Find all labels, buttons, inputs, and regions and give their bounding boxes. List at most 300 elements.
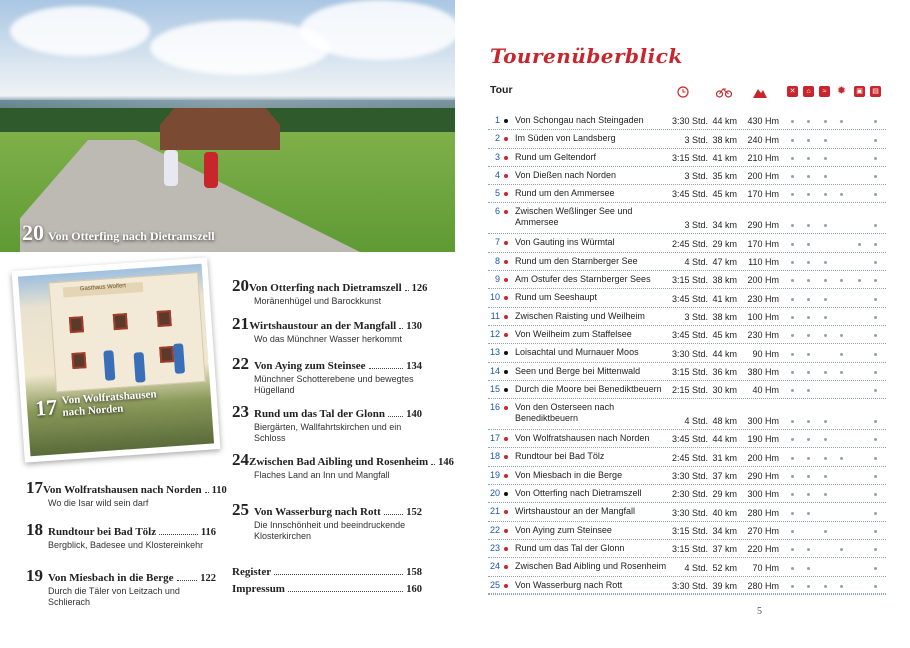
tour-type-dot (504, 278, 508, 282)
tour-elevation: 200 Hm (747, 275, 779, 286)
tour-number: 15 (489, 383, 500, 394)
toc-page: 126 (411, 283, 428, 294)
tour-row[interactable] (488, 149, 886, 167)
tour-elevation: 100 Hm (747, 311, 779, 322)
tour-row[interactable] (488, 381, 886, 399)
tour-row[interactable] (488, 253, 886, 271)
feature-marker (874, 475, 877, 478)
feature-marker (791, 316, 794, 319)
toc-page: 116 (200, 527, 216, 538)
tour-name: Im Süden von Landsberg (515, 133, 616, 144)
tour-time: 3:30 Std. (671, 348, 708, 359)
tour-time: 3 Std. (684, 311, 708, 322)
feature-marker (791, 279, 794, 282)
tour-row[interactable] (488, 430, 886, 448)
toc-subtitle: Durch die Täler von Leitzach und Schlierach (48, 586, 180, 608)
toc-title: Von Otterfing nach Dietramszell (249, 282, 402, 294)
feature-marker (807, 139, 810, 142)
tour-elevation: 280 Hm (747, 580, 779, 591)
feature-marker (807, 243, 810, 246)
feature-marker (824, 475, 827, 478)
tour-time: 3 Std. (684, 220, 708, 231)
feature-marker (791, 298, 794, 301)
tour-row[interactable] (488, 522, 886, 540)
feature-marker (874, 371, 877, 374)
feature-marker (874, 279, 877, 282)
tour-elevation: 70 Hm (752, 562, 779, 573)
tour-time: 3 Std. (684, 134, 708, 145)
tour-elevation: 40 Hm (752, 385, 779, 396)
feature-marker (824, 157, 827, 160)
tour-row[interactable] (488, 308, 886, 326)
tour-name: Rund um den Ammersee (515, 188, 615, 199)
feature-marker (791, 530, 794, 533)
toc-subtitle: Moränenhügel und Barockkunst (254, 296, 382, 306)
tour-type-dot (504, 455, 508, 459)
tour-distance: 37 km (712, 544, 737, 555)
toc-subtitle: Bergblick, Badesee und Klostereinkehr (48, 540, 204, 550)
tour-row[interactable] (488, 326, 886, 344)
tour-type-dot (504, 156, 508, 160)
tour-number: 10 (489, 292, 500, 303)
tour-number: 6 (494, 206, 500, 217)
tour-time: 4 Std. (684, 257, 708, 268)
feature-marker (824, 457, 827, 460)
tour-distance: 34 km (712, 220, 737, 231)
tour-time: 2:45 Std. (671, 238, 708, 249)
tour-elevation: 240 Hm (747, 134, 779, 145)
tour-elevation: 90 Hm (752, 348, 779, 359)
feature-marker (807, 371, 810, 374)
tour-time: 3:15 Std. (671, 366, 708, 377)
feature-marker (791, 261, 794, 264)
tour-row[interactable] (488, 363, 886, 381)
caption-text: Von Wolfratshausen nach Norden (61, 388, 157, 419)
feature-marker (791, 334, 794, 337)
tour-number: 11 (490, 310, 500, 321)
toc-number: 24 (232, 450, 249, 469)
tour-name: Loisachtal und Murnauer Moos (515, 347, 639, 358)
feature-marker (807, 438, 810, 441)
feature-marker (791, 420, 794, 423)
cyclist (204, 152, 218, 188)
tour-number: 25 (489, 579, 500, 590)
caption-number: 20 (22, 220, 44, 245)
tour-row[interactable] (488, 130, 886, 148)
feature-marker (840, 548, 843, 551)
tour-name: Wirtshaustour an der Mangfall (515, 506, 636, 517)
tour-distance: 30 km (712, 385, 737, 396)
toc-page: 146 (438, 457, 454, 468)
feature-marker (791, 438, 794, 441)
tour-elevation: 230 Hm (747, 330, 779, 341)
toc-register[interactable] (232, 566, 422, 578)
feature-marker (807, 567, 810, 570)
tour-row[interactable] (488, 203, 886, 234)
toc-entry[interactable] (232, 402, 422, 445)
tour-time: 3 Std. (684, 171, 708, 182)
feature-marker (807, 193, 810, 196)
feature-marker (791, 585, 794, 588)
page-number: 5 (757, 606, 762, 617)
tour-name: Von Dießen nach Norden (515, 169, 617, 180)
tour-row[interactable] (488, 185, 886, 203)
toc-entry[interactable] (232, 450, 454, 481)
toc-entry[interactable] (26, 520, 216, 551)
tour-name: Zwischen Raisting und Weilheim (515, 310, 645, 321)
feature-marker (824, 279, 827, 282)
tour-distance: 29 km (712, 489, 737, 500)
tour-type-dot (504, 437, 508, 441)
tour-type-dot (504, 260, 508, 264)
toc-entry[interactable] (232, 276, 428, 307)
tour-distance: 41 km (712, 293, 737, 304)
feature-marker (807, 457, 810, 460)
feature-marker (824, 420, 827, 423)
feature-marker (807, 157, 810, 160)
tour-row[interactable] (488, 448, 886, 466)
tour-elevation: 300 Hm (747, 416, 779, 427)
tour-number: 9 (494, 274, 500, 285)
toc-title: Register (232, 566, 272, 578)
feature-marker (874, 389, 877, 392)
tour-time: 3:45 Std. (671, 330, 708, 341)
tour-time: 3:45 Std. (671, 189, 708, 200)
tour-type-dot (504, 119, 508, 123)
feature-marker (791, 548, 794, 551)
toc-entry[interactable] (232, 354, 422, 397)
tour-name: Von Weilheim zum Staffelsee (515, 328, 632, 339)
tour-distance: 45 km (712, 189, 737, 200)
tour-type-dot (504, 406, 508, 410)
feature-marker (874, 548, 877, 551)
toc-page: 110 (211, 485, 227, 496)
feature-marker (874, 512, 877, 515)
feature-marker (874, 316, 877, 319)
tour-distance: 40 km (712, 507, 737, 518)
tour-type-dot (504, 370, 508, 374)
feature-marker (807, 420, 810, 423)
toc-entry[interactable] (26, 478, 227, 509)
tour-number: 2 (494, 133, 500, 144)
tour-number: 1 (494, 115, 500, 125)
photo-caption (22, 220, 215, 246)
feature-marker (807, 298, 810, 301)
feature-marker (807, 493, 810, 496)
feature-marker (840, 279, 843, 282)
clock-icon (677, 86, 689, 98)
tour-distance: 38 km (712, 275, 737, 286)
tour-name: Seen und Berge bei Mittenwald (515, 365, 641, 376)
feature-marker (824, 316, 827, 319)
toc-title: Rundtour bei Bad Tölz (48, 526, 157, 538)
tour-elevation: 280 Hm (747, 507, 779, 518)
feature-marker (874, 298, 877, 301)
tour-name: Zwischen Bad Aibling und Rosenheim (515, 561, 667, 572)
tour-distance: 41 km (712, 152, 737, 163)
tour-number: 12 (489, 328, 500, 339)
tour-type-dot (504, 584, 508, 588)
tour-distance: 29 km (712, 238, 737, 249)
barn (160, 108, 280, 150)
toc-subtitle: Flaches Land an Inn und Mangfall (254, 470, 390, 480)
tour-elevation: 170 Hm (747, 238, 779, 249)
tour-number: 21 (489, 506, 500, 517)
toc-title: Zwischen Bad Aibling und Rosenheim (249, 456, 429, 468)
feature-marker (840, 193, 843, 196)
swim-icon: ≈ (819, 86, 830, 97)
feature-marker (807, 175, 810, 178)
feature-marker (840, 371, 843, 374)
feature-marker (874, 224, 877, 227)
feature-marker (824, 585, 827, 588)
tour-type-dot (504, 492, 508, 496)
tour-time: 3:15 Std. (671, 544, 708, 555)
polaroid-caption (34, 387, 163, 422)
tour-time: 3:30 Std. (671, 580, 708, 591)
tour-name: Von Schongau nach Steingaden (515, 115, 644, 125)
tour-type-dot (504, 474, 508, 478)
tour-distance: 45 km (712, 330, 737, 341)
feature-marker (824, 530, 827, 533)
tour-name: Rundtour bei Bad Tölz (515, 451, 605, 462)
tour-time: 4 Std. (684, 416, 708, 427)
feature-marker (824, 298, 827, 301)
tour-row[interactable] (488, 485, 886, 503)
bike-icon (716, 86, 732, 98)
tour-row[interactable] (488, 344, 886, 362)
tour-time: 3:30 Std. (671, 116, 708, 127)
tour-elevation: 200 Hm (747, 452, 779, 463)
tour-type-dot (504, 192, 508, 196)
feature-marker (840, 457, 843, 460)
feature-marker (824, 261, 827, 264)
tour-number: 23 (489, 542, 500, 553)
tour-row[interactable] (488, 167, 886, 185)
feature-marker (874, 493, 877, 496)
feature-marker (791, 157, 794, 160)
feature-marker (791, 389, 794, 392)
tour-type-dot (504, 315, 508, 319)
feature-marker (807, 353, 810, 356)
tour-row[interactable] (488, 234, 886, 252)
tour-elevation: 380 Hm (747, 366, 779, 377)
feature-marker (874, 175, 877, 178)
tour-elevation: 270 Hm (747, 525, 779, 536)
tour-elevation: 190 Hm (747, 434, 779, 445)
tour-elevation: 200 Hm (747, 171, 779, 182)
feature-marker (791, 457, 794, 460)
tour-elevation: 210 Hm (747, 152, 779, 163)
tour-name: Von Gauting ins Würmtal (515, 237, 615, 248)
tour-row[interactable] (488, 112, 886, 130)
feature-marker (824, 120, 827, 123)
tour-distance: 44 km (712, 116, 737, 127)
feature-marker (840, 334, 843, 337)
tour-number: 3 (494, 151, 500, 162)
tour-number: 22 (489, 524, 500, 535)
tour-number: 16 (489, 402, 500, 413)
tour-distance: 37 km (712, 471, 737, 482)
toc-page: 140 (406, 409, 422, 420)
toc-page: 152 (406, 507, 422, 518)
toc-entry[interactable] (26, 566, 216, 609)
tour-row[interactable] (488, 399, 886, 430)
tour-number: 4 (494, 169, 500, 180)
toc-title: Von Wolfratshausen nach Norden (43, 484, 202, 496)
toc-title: Wirtshaustour an der Mangfall (249, 320, 397, 332)
caption-text: Von Otterfing nach Dietramszell (48, 229, 215, 243)
feature-marker (807, 512, 810, 515)
tour-name: Am Ostufer des Starnberger Sees (515, 274, 651, 285)
toc-title: Von Miesbach in die Berge (48, 572, 174, 584)
tour-type-dot (504, 137, 508, 141)
tour-number: 8 (494, 255, 500, 266)
toc-subtitle: Die Innschönheit und beeindruckende Klosterkirchen (254, 520, 406, 542)
toc-entry[interactable] (232, 314, 422, 345)
feature-marker (791, 475, 794, 478)
tour-row[interactable] (488, 467, 886, 485)
feature-marker (791, 120, 794, 123)
feature-marker (874, 334, 877, 337)
tour-number: 7 (494, 237, 500, 248)
tour-name: Rund um das Tal der Glonn (515, 542, 625, 553)
tour-name: Zwischen Weßlinger See und Ammersee (515, 206, 633, 228)
feature-marker (791, 353, 794, 356)
toc-impressum[interactable] (232, 583, 422, 595)
feature-marker (824, 438, 827, 441)
page-title: Tourenüberblick (490, 44, 683, 68)
toc-subtitle: Wo das Münchner Wasser herkommt (254, 334, 403, 344)
tour-row[interactable] (488, 289, 886, 307)
tour-time: 3:15 Std. (671, 525, 708, 536)
feature-marker (840, 120, 843, 123)
tour-type-dot (504, 241, 508, 245)
restaurant-icon: ✕ (787, 86, 798, 97)
feature-marker (824, 224, 827, 227)
toc-number: 20 (232, 276, 249, 295)
feature-marker (824, 193, 827, 196)
feature-marker (807, 316, 810, 319)
tour-name: Rund um den Starnberger See (515, 255, 638, 266)
toc-subtitle: Biergärten, Wallfahrtskirchen und ein Schloss (254, 422, 402, 444)
tour-number: 24 (489, 561, 500, 572)
caption-number: 17 (34, 394, 58, 421)
feature-marker (874, 530, 877, 533)
tour-time: 3:15 Std. (671, 275, 708, 286)
feature-marker (824, 334, 827, 337)
feature-marker (791, 243, 794, 246)
feature-marker (807, 548, 810, 551)
toc-number: 25 (232, 500, 249, 519)
tour-table (488, 112, 886, 595)
toc-entry[interactable] (232, 500, 422, 543)
tour-number: 17 (489, 433, 500, 444)
tour-time: 4 Std. (684, 562, 708, 573)
tour-name: Von Otterfing nach Dietramszell (515, 488, 642, 499)
toc-title: Von Aying zum Steinsee (254, 360, 366, 372)
tour-row[interactable] (488, 271, 886, 289)
feature-marker (824, 175, 827, 178)
toc-page: 134 (406, 361, 422, 372)
tour-name: Von den Osterseen nach Benediktbeuern (515, 402, 615, 424)
inn-sign: Gasthaus Wolfert (63, 282, 144, 298)
toc-page: 160 (406, 584, 422, 595)
toc-title: Rund um das Tal der Glonn (254, 408, 385, 420)
tour-row[interactable] (488, 503, 886, 521)
tour-time: 2:15 Std. (671, 385, 708, 396)
tour-number: 5 (494, 188, 500, 199)
tour-distance: 35 km (712, 171, 737, 182)
tour-name: Von Aying zum Steinsee (515, 524, 612, 535)
tour-type-dot (504, 296, 508, 300)
museum-icon: ⌂ (803, 86, 814, 97)
feature-marker (791, 224, 794, 227)
feature-marker (807, 389, 810, 392)
tour-time: 3:15 Std. (671, 152, 708, 163)
tour-distance: 34 km (712, 525, 737, 536)
sun-icon: ✹ (836, 85, 847, 97)
tour-type-dot (504, 333, 508, 337)
tour-type-dot (504, 388, 508, 392)
feature-marker (807, 585, 810, 588)
tour-number: 20 (489, 488, 500, 499)
feature-marker (791, 567, 794, 570)
tour-elevation: 430 Hm (747, 116, 779, 127)
feature-marker (874, 157, 877, 160)
cyclist (164, 150, 178, 186)
toc-number: 17 (26, 478, 43, 497)
feature-marker (874, 261, 877, 264)
tour-time: 2:45 Std. (671, 452, 708, 463)
toc-page: 122 (200, 573, 216, 584)
feature-marker (791, 175, 794, 178)
toc-number: 23 (232, 402, 249, 421)
tour-row[interactable] (488, 540, 886, 558)
tour-distance: 52 km (712, 562, 737, 573)
tour-elevation: 170 Hm (747, 189, 779, 200)
tour-distance: 38 km (712, 134, 737, 145)
tour-row[interactable] (488, 558, 886, 576)
cycling-photo (0, 0, 455, 252)
tour-number: 13 (489, 347, 500, 358)
toc-page: 158 (406, 567, 422, 578)
toc-subtitle: Wo die Isar wild sein darf (48, 498, 149, 508)
tour-elevation: 220 Hm (747, 544, 779, 555)
tour-type-dot (504, 565, 508, 569)
feature-marker (858, 279, 861, 282)
tour-name: Von Miesbach in die Berge (515, 469, 623, 480)
feature-marker (807, 120, 810, 123)
tour-elevation: 290 Hm (747, 220, 779, 231)
tour-time: 2:30 Std. (671, 489, 708, 500)
tour-distance: 48 km (712, 416, 737, 427)
tour-type-dot (504, 174, 508, 178)
tour-name: Durch die Moore bei Benediktbeuern (515, 383, 662, 394)
feature-marker (874, 243, 877, 246)
tour-distance: 36 km (712, 366, 737, 377)
feature-marker (874, 353, 877, 356)
tour-name: Von Wasserburg nach Rott (515, 579, 623, 590)
feature-marker (874, 139, 877, 142)
tour-type-dot (504, 547, 508, 551)
feature-marker (807, 475, 810, 478)
toc-number: 19 (26, 566, 43, 585)
feature-marker (874, 120, 877, 123)
tour-distance: 44 km (712, 434, 737, 445)
toc-page: 130 (406, 321, 422, 332)
train-icon: ▣ (854, 86, 865, 97)
